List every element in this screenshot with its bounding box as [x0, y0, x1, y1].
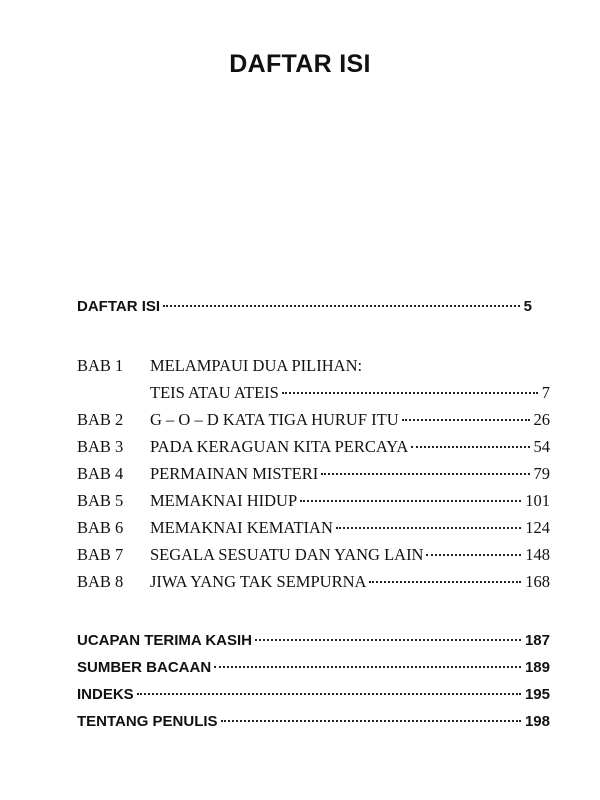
toc-entry-chapter-5	[150, 491, 550, 517]
toc-entry-front	[77, 298, 532, 324]
toc-page-number: 124	[525, 518, 550, 537]
dot-leader	[300, 499, 521, 502]
toc-entry-chapter-4	[150, 464, 550, 490]
chapter-title: SEGALA SESUATU DAN YANG LAIN	[150, 545, 424, 564]
chapter-number: BAB 4	[77, 464, 124, 483]
toc-entry-back	[77, 713, 550, 739]
chapter-title: TEIS ATAU ATEIS	[150, 383, 279, 402]
dot-leader	[282, 391, 538, 394]
toc-page-number: 79	[533, 464, 550, 483]
toc-page-number: 148	[525, 545, 550, 564]
toc-entry-chapter-7	[150, 545, 550, 571]
chapter-title-line: MELAMPAUI DUA PILIHAN:	[150, 356, 363, 375]
toc-page-number: 198	[524, 713, 550, 730]
chapter-number: BAB 3	[77, 437, 124, 456]
chapter-title: MEMAKNAI HIDUP	[150, 491, 298, 510]
chapter-number: BAB 1	[77, 356, 124, 375]
chapter-title: PADA KERAGUAN KITA PERCAYA	[150, 437, 409, 456]
dot-leader	[137, 692, 521, 695]
toc-page-number: 26	[533, 410, 550, 429]
toc-entry-chapter-8	[150, 572, 550, 598]
dot-leader	[336, 526, 521, 529]
chapter-title: PERMAINAN MISTERI	[150, 464, 319, 483]
toc-entry-label: UCAPAN TERIMA KASIH	[77, 632, 252, 649]
toc-entry-label: INDEKS	[77, 686, 134, 703]
toc-entry-back	[77, 659, 550, 685]
chapter-number: BAB 6	[77, 518, 124, 537]
chapter-title: JIWA YANG TAK SEMPURNA	[150, 572, 367, 591]
toc-entry-label: DAFTAR ISI	[77, 298, 161, 315]
chapter-number: BAB 2	[77, 410, 124, 429]
toc-page-number: 168	[525, 572, 550, 591]
toc-page-number: 187	[524, 632, 550, 649]
chapter-title: MEMAKNAI KEMATIAN	[150, 518, 333, 537]
chapter-title: G – O – D KATA TIGA HURUF ITU	[150, 410, 399, 429]
page-title: DAFTAR ISI	[229, 50, 371, 78]
dot-leader	[402, 418, 530, 421]
toc-page-number: 195	[524, 686, 550, 703]
dot-leader	[426, 553, 521, 556]
toc-entry-chapter-6	[150, 518, 550, 544]
toc-entry-back	[77, 686, 550, 712]
toc-page-number: 5	[523, 298, 532, 315]
chapter-number: BAB 5	[77, 491, 124, 510]
toc-entry-chapter-2	[150, 410, 550, 436]
toc-entry-label: SUMBER BACAAN	[77, 659, 212, 676]
chapter-number: BAB 8	[77, 572, 124, 591]
dot-leader	[163, 304, 520, 307]
dot-leader	[221, 719, 521, 722]
toc-page-number: 189	[524, 659, 550, 676]
toc-entry-chapter-1	[150, 383, 550, 409]
dot-leader	[369, 580, 521, 583]
dot-leader	[214, 665, 521, 668]
dot-leader	[255, 638, 521, 641]
dot-leader	[321, 472, 529, 475]
toc-entry-label: TENTANG PENULIS	[77, 713, 218, 730]
toc-page-number: 7	[541, 383, 550, 402]
toc-page-number: 54	[533, 437, 550, 456]
toc-page-number: 101	[525, 491, 550, 510]
toc-entry-back	[77, 632, 550, 658]
toc-entry-chapter-3	[150, 437, 550, 463]
chapter-number: BAB 7	[77, 545, 124, 564]
dot-leader	[411, 445, 529, 448]
